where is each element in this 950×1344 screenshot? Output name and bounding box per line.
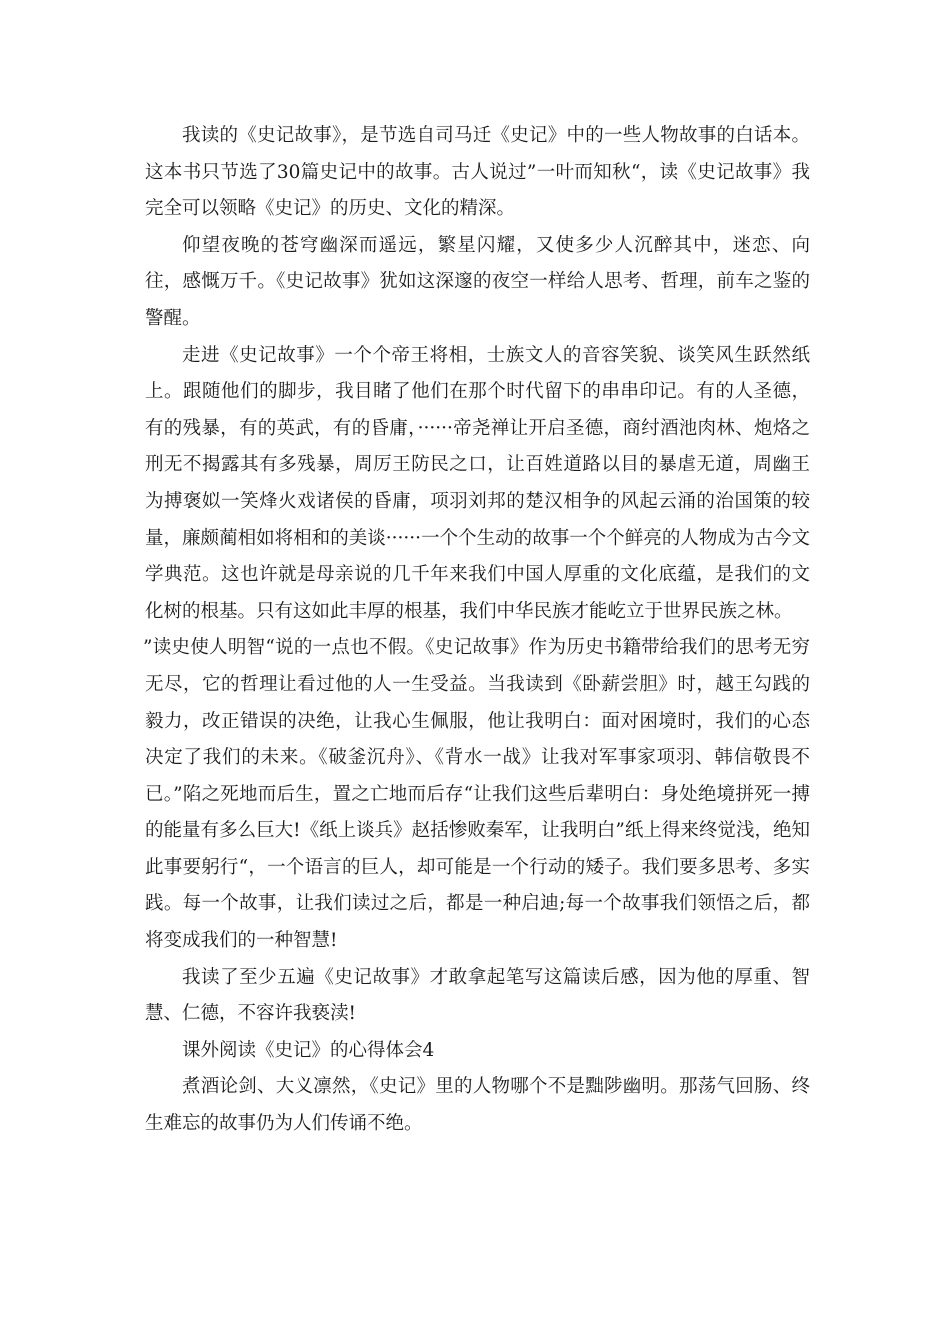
- document-body: [145, 118, 810, 1143]
- paragraph-wisdom: ”读史使人明智“说的一点也不假。《史记故事》作为历史书籍带给我们的思考无穷无尽，它的哲理让看过他的人一生受益。当我读到《卧薪尝胆》时，越王勾践的毅力，改正错误的决绝，让我心生佩服，他让我明白：面对困境时，我们的心态决定了我们的未来。《破釜沉舟》、《背水一战》让我对军事家项羽、韩信敬畏不已。”陷之死地而后生，置之亡地而后存“让我们这些后辈明白：身处绝境拼死一搏的能量有多么巨大!《纸上谈兵》赵括惨败秦军，让我明白”纸上得来终觉浅，绝知此事要躬行“，一个语言的巨人，却可能是一个行动的矮子。我们要多思考、多实践。每一个故事，让我们读过之后，都是一种启迪;每一个故事我们领悟之后，都将变成我们的一种智慧!: [143, 637, 810, 952]
- paragraph-emperors: 走进《史记故事》一个个帝王将相，士族文人的音容笑貌、谈笑风生跃然纸上。跟随他们的脚步，我目睹了他们在那个时代留下的串串印记。有的人圣德，有的残暴，有的英武，有的昏庸，······帝尧禅让开启圣德，商纣酒池肉林、炮烙之刑无不揭露其有多残暴，周厉王防民之口，让百姓道路以目的暴虐无道，周幽王为搏褒姒一笑烽火戏诸侯的昏庸，项羽刘邦的楚汉相争的风起云涌的治国策的较量，廉颇蔺相如将相和的美谈······一个个生动的故事一个个鲜亮的人物成为古今文学典范。这也许就是母亲说的几千年来我们中国人厚重的文化底蕴，是我们的文化树的根基。只有这如此丰厚的根基，我们中华民族才能屹立于世界民族之林。: [145, 344, 810, 622]
- paragraph-reread: 我读了至少五遍《史记故事》才敢拿起笔写这篇读后感，因为他的厚重、智慧、仁德，不容许我亵渎!: [145, 966, 810, 1025]
- paragraph-night-sky: 仰望夜晚的苍穹幽深而遥远，繁星闪耀，又使多少人沉醉其中，迷恋、向往，感慨万千。《史记故事》犹如这深邃的夜空一样给人思考、哲理，前车之鉴的警醒。: [145, 234, 810, 329]
- section-heading: 课外阅读《史记》的心得体会4: [182, 1039, 435, 1061]
- paragraph-heroes: 煮酒论剑、大义凛然，《史记》里的人物哪个不是黜陟幽明。那荡气回肠、终生难忘的故事仍为人们传诵不绝。: [145, 1076, 810, 1135]
- paragraph-intro: 我读的《史记故事》，是节选自司马迁《史记》中的一些人物故事的白话本。这本书只节选了30篇史记中的故事。古人说过”一叶而知秋“，读《史记故事》我完全可以领略《史记》的历史、文化的精深。: [145, 125, 810, 220]
